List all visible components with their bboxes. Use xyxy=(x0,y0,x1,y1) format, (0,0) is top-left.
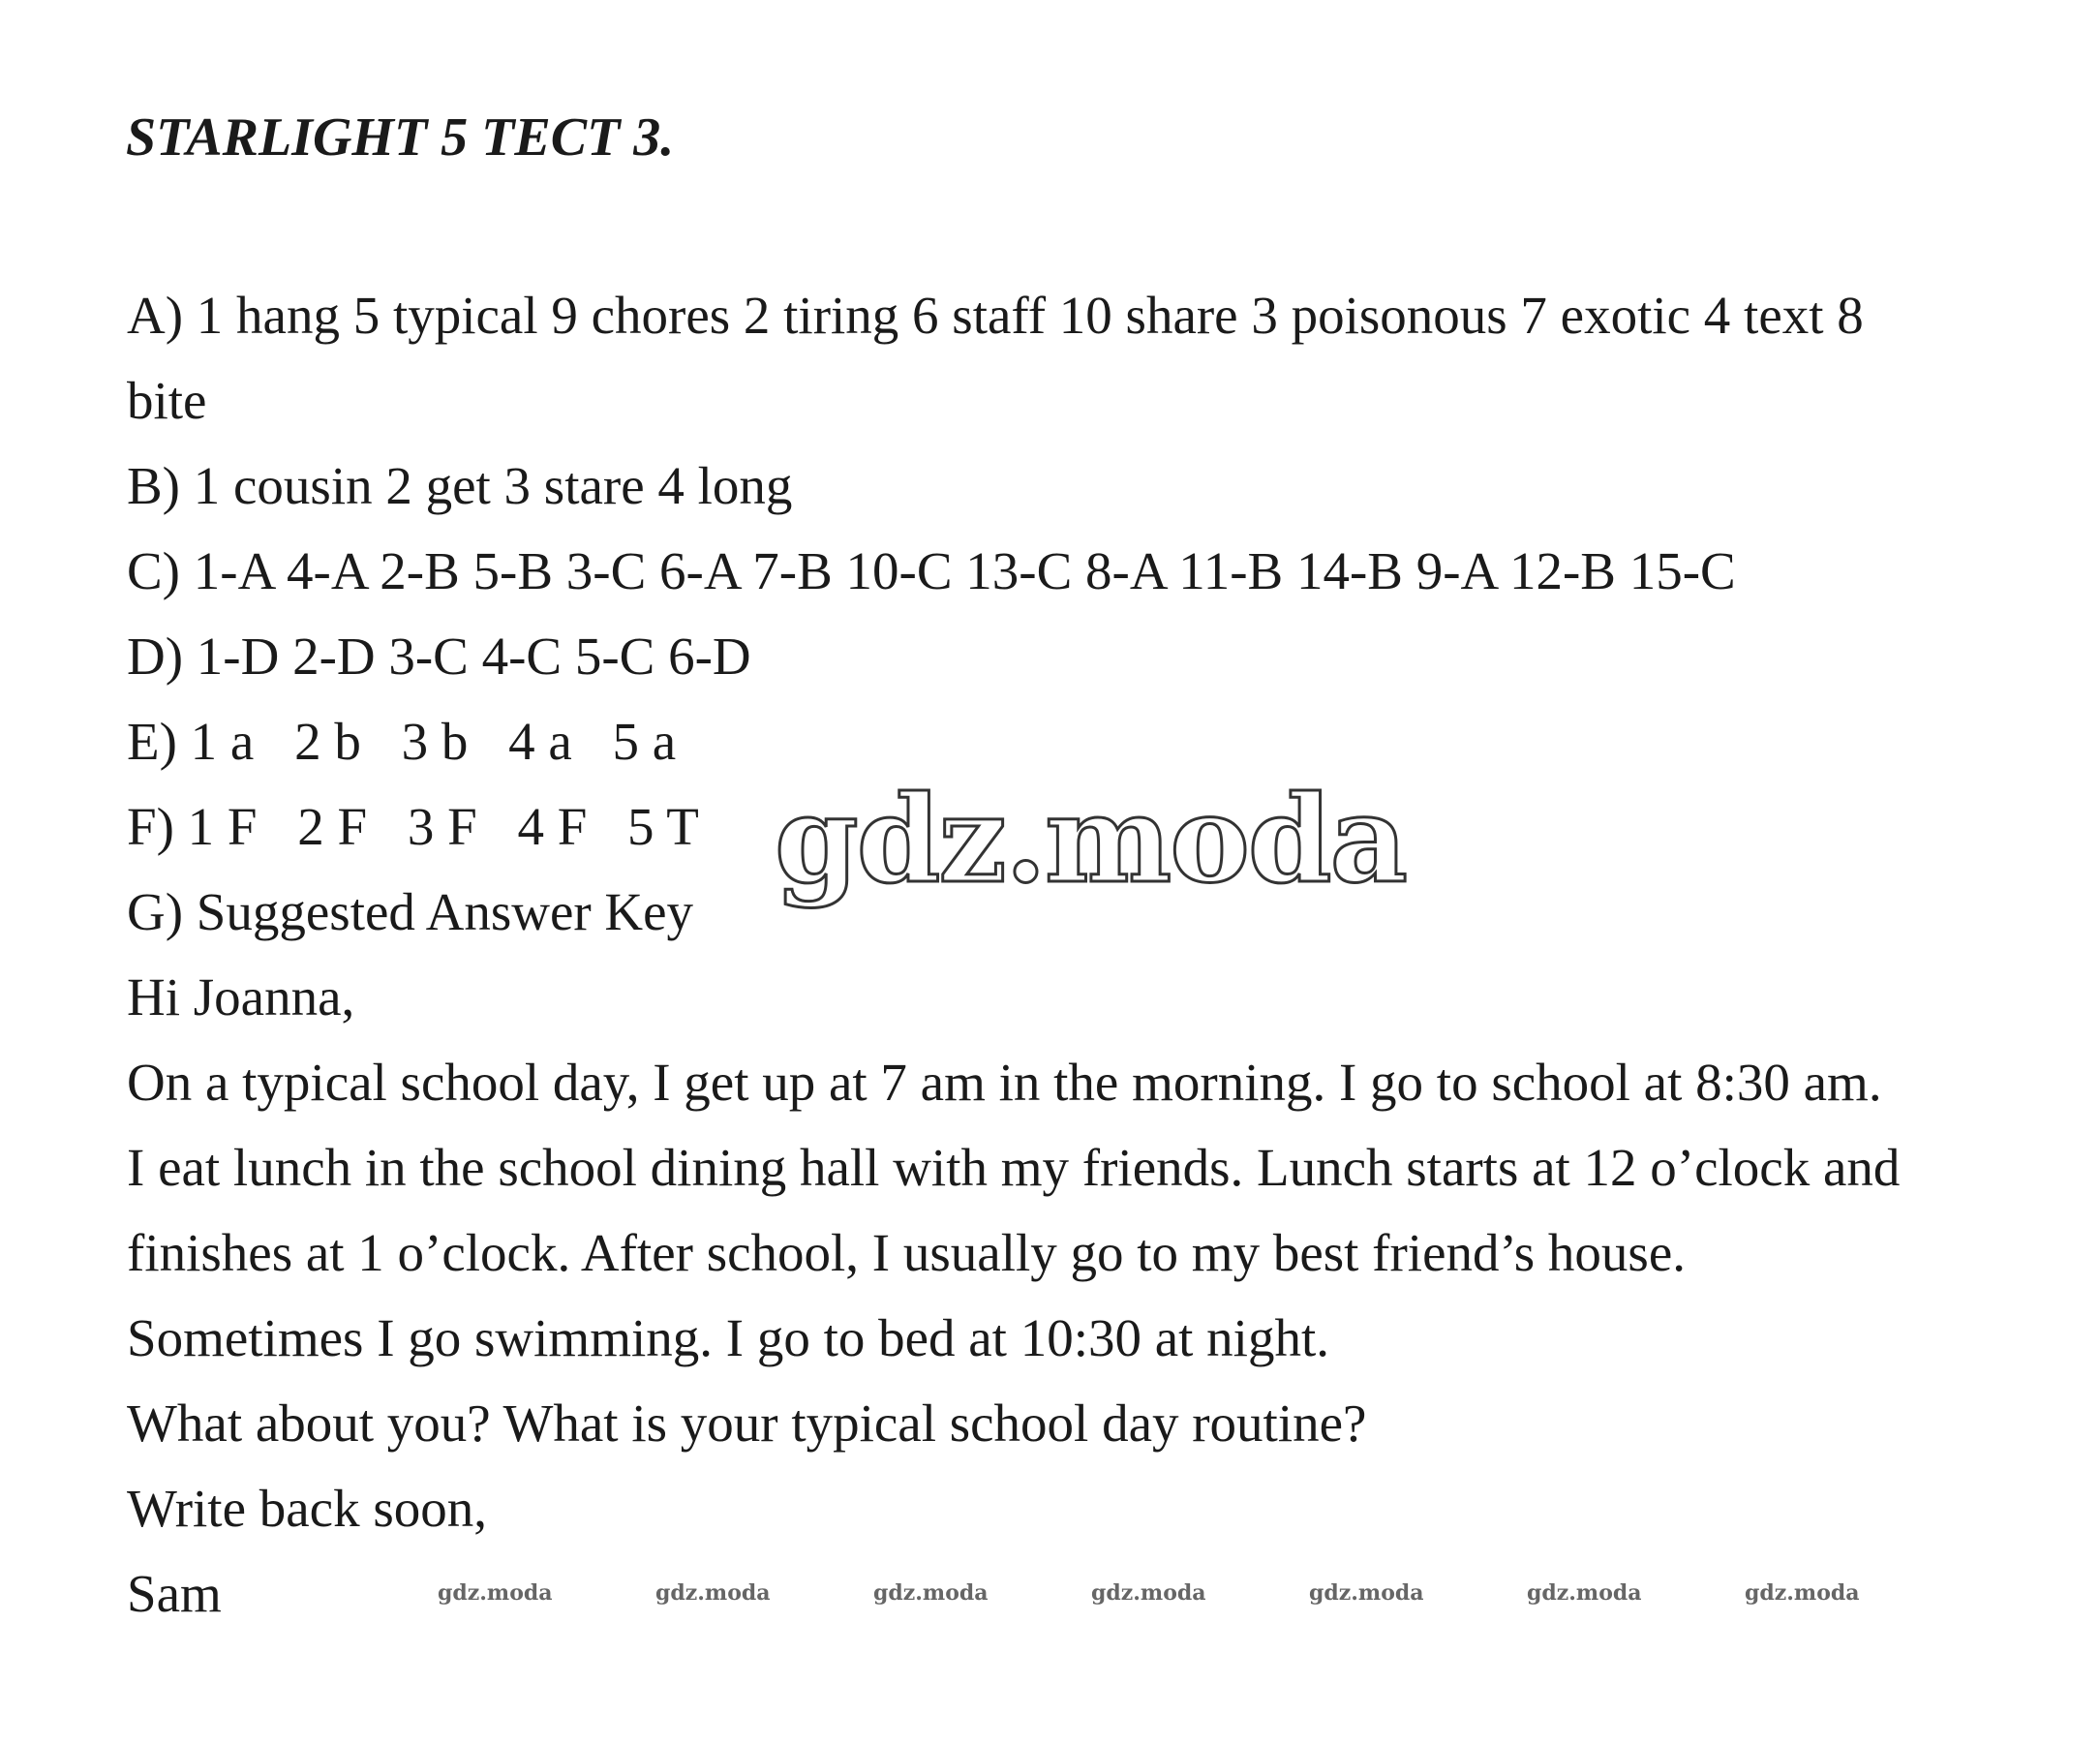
letter-line: finishes at 1 o’clock. After school, I usually go to my best friend’s house. xyxy=(127,1223,1686,1282)
watermark-small: gdz.moda xyxy=(438,1580,553,1606)
answer-f-item: 1 F xyxy=(187,797,258,856)
answer-a-line-1: A) 1 hang 5 typical 9 chores 2 tiring 6 staff 10 share 3 poisonous 7 exotic 4 text 8 xyxy=(127,286,1864,345)
watermark-small: gdz.moda xyxy=(655,1580,771,1606)
letter-closing: Write back soon, xyxy=(127,1479,487,1538)
watermark-small: gdz.moda xyxy=(1309,1580,1424,1606)
answer-f-item: 5 T xyxy=(627,797,699,856)
watermark-logo: gdz.moda xyxy=(775,770,1406,910)
answer-e-item: 1 a xyxy=(190,712,255,771)
answer-content xyxy=(127,273,2044,1637)
letter-line: What about you? What is your typical school day routine? xyxy=(127,1394,1367,1453)
answer-a-line-2: bite xyxy=(127,371,207,430)
watermark-small: gdz.moda xyxy=(873,1580,989,1606)
letter-line: I eat lunch in the school dining hall with my friends. Lunch starts at 12 o’clock and xyxy=(127,1138,1901,1197)
answer-d: D) 1-D 2-D 3-C 4-C 5-C 6-D xyxy=(127,627,751,686)
answer-e-item: 2 b xyxy=(294,712,361,771)
answer-e-item: 3 b xyxy=(401,712,469,771)
letter-greeting: Hi Joanna, xyxy=(127,967,355,1026)
watermark-small: gdz.moda xyxy=(1091,1580,1206,1606)
answer-b: B) 1 cousin 2 get 3 stare 4 long xyxy=(127,456,793,515)
answer-c: C) 1-A 4-A 2-B 5-B 3-C 6-A 7-B 10-C 13-C 8-A 11-B 14-B 9-A 12-B 15-C xyxy=(127,541,1736,600)
answer-f-item: 4 F xyxy=(517,797,588,856)
answer-f-item: 2 F xyxy=(297,797,368,856)
watermark-small: gdz.moda xyxy=(1527,1580,1642,1606)
answer-e-item: 4 a xyxy=(508,712,572,771)
answer-f-item: 3 F xyxy=(407,797,477,856)
watermark-small: gdz.moda xyxy=(1745,1580,1860,1606)
answer-e-label: E) xyxy=(127,712,177,771)
letter-line: Sometimes I go swimming. I go to bed at 10:30 at night. xyxy=(127,1308,1329,1367)
answer-g: G) Suggested Answer Key xyxy=(127,882,694,941)
answer-f-label: F) xyxy=(127,797,174,856)
page-title: STARLIGHT 5 ТЕСТ 3. xyxy=(126,107,675,168)
letter-line: On a typical school day, I get up at 7 am in the morning. I go to school at 8:30 am. xyxy=(127,1053,1882,1112)
letter-signature: Sam xyxy=(127,1564,222,1623)
answer-e-item: 5 a xyxy=(612,712,677,771)
